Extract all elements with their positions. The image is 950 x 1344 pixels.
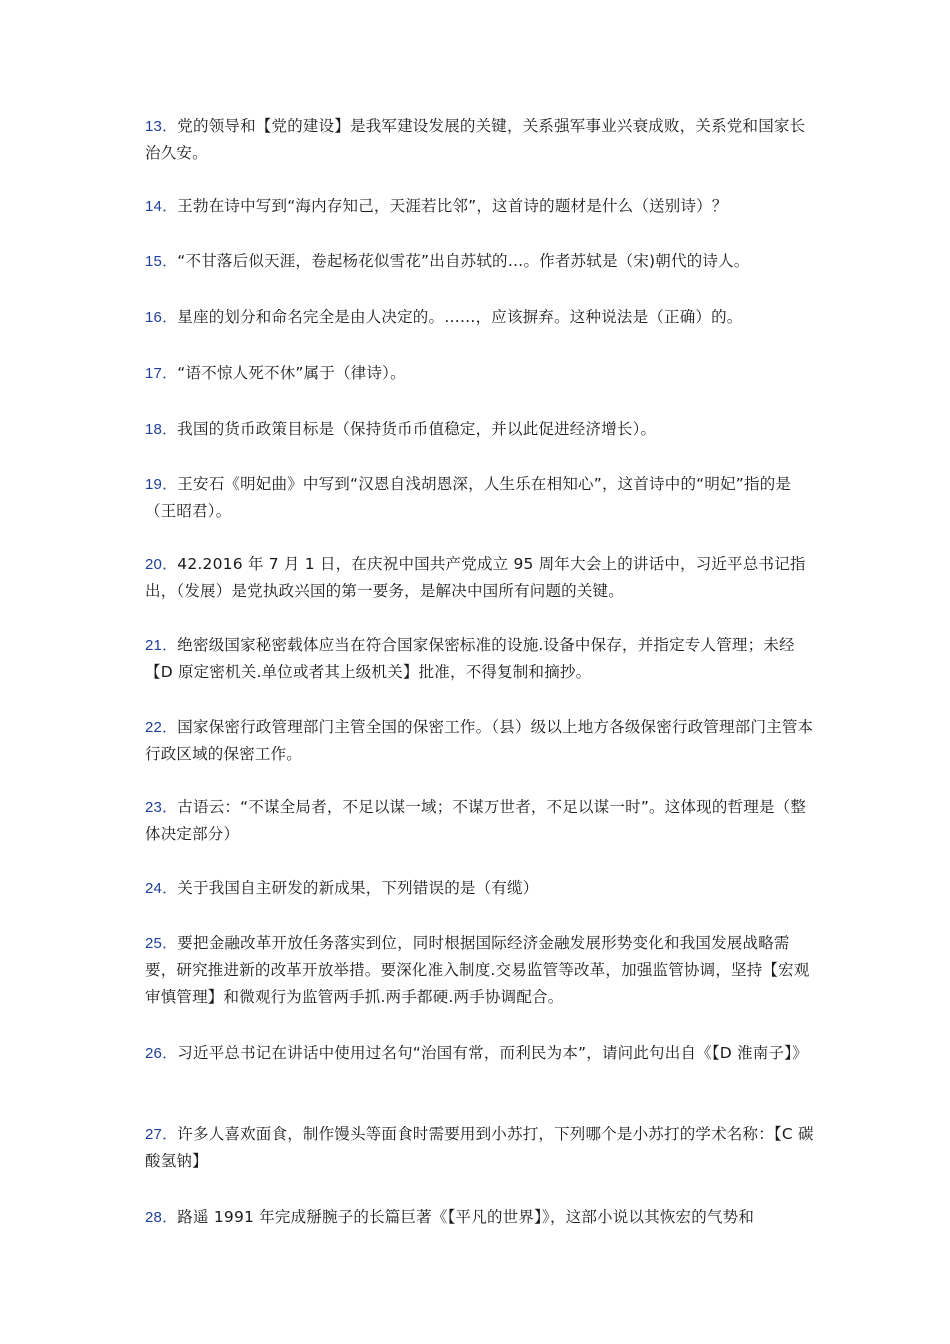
- question-number: 19．: [145, 476, 178, 493]
- question-18: [145, 416, 815, 443]
- question-15: [145, 248, 815, 275]
- question-text: 王安石《明妃曲》中写到“汉恩自浅胡恩深，人生乐在相知心”，这首诗中的“明妃”指的是（王昭君）。: [145, 475, 792, 520]
- question-24: [145, 875, 815, 902]
- question-number: 25．: [145, 935, 178, 952]
- question-text: 党的领导和【党的建设】是我军建设发展的关键，关系强军事业兴衰成败，关系党和国家长治久安。: [145, 117, 806, 162]
- question-number: 26．: [145, 1045, 178, 1062]
- question-text: 国家保密行政管理部门主管全国的保密工作。（县）级以上地方各级保密行政管理部门主管本行政区域的保密工作。: [145, 718, 814, 763]
- question-text: 习近平总书记在讲话中使用过名句“治国有常，而利民为本”，请问此句出自《【D 淮南子】》: [177, 1044, 808, 1062]
- question-text: 王勃在诗中写到“海内存知己，天涯若比邻”，这首诗的题材是什么（送别诗）？: [177, 197, 728, 215]
- question-number: 13．: [145, 118, 178, 135]
- question-22: [145, 714, 815, 768]
- question-number: 24．: [145, 880, 178, 897]
- question-21: [145, 632, 815, 686]
- question-number: 15．: [145, 253, 178, 270]
- question-text: “不甘落后似天涯，卷起杨花似雪花”出自苏轼的…。作者苏轼是（宋)朝代的诗人。: [177, 252, 750, 270]
- question-number: 23．: [145, 799, 178, 816]
- question-number: 17．: [145, 365, 178, 382]
- question-19: [145, 471, 815, 525]
- question-text: 古语云：“不谋全局者，不足以谋一域；不谋万世者，不足以谋一时”。这体现的哲理是（整体决定部分）: [145, 798, 807, 843]
- question-number: 18．: [145, 421, 178, 438]
- question-text: 许多人喜欢面食，制作馒头等面食时需要用到小苏打，下列哪个是小苏打的学术名称：【C 碳酸氢钠】: [145, 1125, 814, 1170]
- question-28: [145, 1204, 815, 1231]
- question-13: [145, 113, 815, 167]
- question-26: [145, 1040, 815, 1067]
- question-23: [145, 794, 815, 848]
- question-number: 21．: [145, 637, 178, 654]
- question-number: 16．: [145, 309, 178, 326]
- question-text: 关于我国自主研发的新成果，下列错误的是（有缆）: [177, 879, 539, 897]
- question-27: [145, 1121, 815, 1175]
- question-text: “语不惊人死不休”属于（律诗）。: [177, 364, 406, 382]
- question-14: [145, 193, 815, 220]
- question-25: [145, 930, 815, 1011]
- question-text: 我国的货币政策目标是（保持货币币值稳定，并以此促进经济增长）。: [177, 420, 657, 438]
- question-number: 14．: [145, 198, 178, 215]
- question-number: 22．: [145, 719, 178, 736]
- question-20: [145, 551, 815, 605]
- question-text: 要把金融改革开放任务落实到位，同时根据国际经济金融发展形势变化和我国发展战略需要，研究推进新的改革开放举措。要深化准入制度.交易监管等改革，加强监管协调，坚持【宏观审慎管理】和微观行为监管两手抓.两手都硬.两手协调配合。: [145, 934, 810, 1006]
- question-16: [145, 304, 815, 331]
- question-number: 28．: [145, 1209, 178, 1226]
- question-number: 20．: [145, 556, 178, 573]
- question-number: 27．: [145, 1126, 178, 1143]
- question-text: 星座的划分和命名完全是由人决定的。……，应该摒弃。这种说法是（正确）的。: [177, 308, 743, 326]
- question-text: 42.2016 年 7 月 1 日，在庆祝中国共产党成立 95 周年大会上的讲话中，习近平总书记指出，（发展）是党执政兴国的第一要务，是解决中国所有问题的关键。: [145, 555, 806, 600]
- question-17: [145, 360, 815, 387]
- question-text: 绝密级国家秘密载体应当在符合国家保密标准的设施.设备中保存，并指定专人管理；未经【D 原定密机关.单位或者其上级机关】批准，不得复制和摘抄。: [145, 636, 795, 681]
- question-text: 路遥 1991 年完成掰腕子的长篇巨著《【平凡的世界】》，这部小说以其恢宏的气势和: [177, 1208, 755, 1226]
